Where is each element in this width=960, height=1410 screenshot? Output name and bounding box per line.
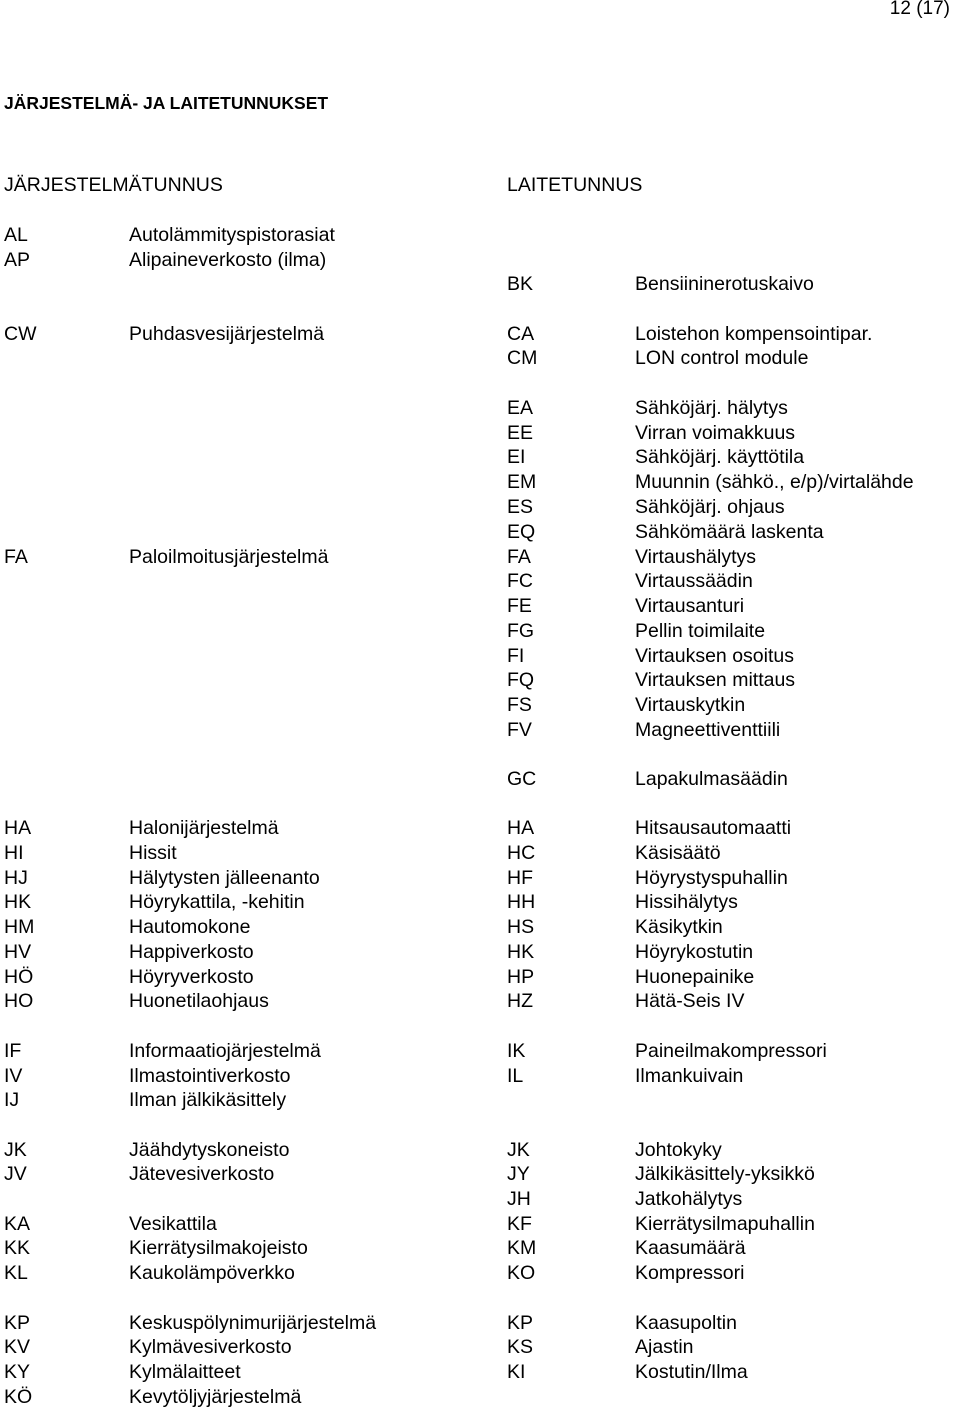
table-row: [0, 668, 960, 693]
table-row: [0, 223, 960, 248]
device-code: EQ: [507, 521, 536, 543]
device-name: Virran voimakkuus: [635, 422, 796, 444]
device-name: Kaasumäärä: [635, 1237, 746, 1259]
device-code: JK: [507, 1139, 530, 1161]
device-code: FI: [507, 645, 525, 667]
device-code: EI: [507, 446, 526, 468]
system-name: Vesikattila: [129, 1213, 217, 1235]
device-code: GC: [507, 768, 537, 790]
device-name: Virtauksen osoitus: [635, 645, 794, 667]
system-code: FA: [4, 546, 28, 568]
device-name: Loistehon kompensointipar.: [635, 323, 873, 345]
system-code: KV: [4, 1336, 31, 1358]
device-name: Jatkohälytys: [635, 1188, 743, 1210]
system-name: Autolämmityspistorasiat: [129, 224, 335, 246]
device-name: Hätä-Seis IV: [635, 990, 745, 1012]
device-name: Jälkikäsittely-yksikkö: [635, 1163, 815, 1185]
system-name: Informaatiojärjestelmä: [129, 1040, 321, 1062]
system-code: KY: [4, 1361, 31, 1383]
system-code: JV: [4, 1163, 27, 1185]
system-name: Jäähdytyskoneisto: [129, 1139, 290, 1161]
device-name: Höyrystyspuhallin: [635, 867, 788, 889]
device-name: Kaasupoltin: [635, 1312, 737, 1334]
table-row: [0, 866, 960, 891]
table-row: [0, 248, 960, 273]
device-name: Kompressori: [635, 1262, 745, 1284]
device-name: Virtauskytkin: [635, 694, 746, 716]
system-name: Puhdasvesijärjestelmä: [129, 323, 325, 345]
device-code: ES: [507, 496, 534, 518]
system-code: HV: [4, 941, 32, 963]
device-code: FQ: [507, 669, 535, 691]
device-code: HS: [507, 916, 535, 938]
system-name: Happiverkosto: [129, 941, 254, 963]
table-row: [0, 1311, 960, 1336]
table-row: [0, 1088, 960, 1113]
table-row: [0, 322, 960, 347]
system-code: HK: [4, 891, 32, 913]
system-name: Halonijärjestelmä: [129, 817, 279, 839]
device-code: KI: [507, 1361, 526, 1383]
table-row: [0, 1138, 960, 1163]
system-code: KL: [4, 1262, 28, 1284]
system-name: Hautomokone: [129, 916, 251, 938]
system-name: Kaukolämpöverkko: [129, 1262, 295, 1284]
system-code: HI: [4, 842, 24, 864]
table-row: [0, 470, 960, 495]
device-name: Muunnin (sähkö., e/p)/virtalähde: [635, 471, 914, 493]
device-name: Sähkömäärä laskenta: [635, 521, 824, 543]
device-code: IL: [507, 1065, 524, 1087]
table-row: [0, 1236, 960, 1261]
system-name: Kylmälaitteet: [129, 1361, 241, 1383]
device-code: FS: [507, 694, 532, 716]
system-name: Huonetilaohjaus: [129, 990, 269, 1012]
device-name: LON control module: [635, 347, 809, 369]
device-code: HC: [507, 842, 536, 864]
table-row: [0, 1064, 960, 1089]
system-name: Kevytöljyjärjestelmä: [129, 1386, 302, 1408]
device-code: CM: [507, 347, 538, 369]
system-name: Keskuspölynimurijärjestelmä: [129, 1312, 377, 1334]
device-code: HP: [507, 966, 535, 988]
device-code: EE: [507, 422, 534, 444]
device-name: Paineilmakompressori: [635, 1040, 827, 1062]
table-row: [0, 594, 960, 619]
device-code: KF: [507, 1213, 532, 1235]
table-row: [0, 1385, 960, 1410]
device-name: Lapakulmasäädin: [635, 768, 788, 790]
table-row: [0, 421, 960, 446]
table-row: [0, 940, 960, 965]
device-code: JH: [507, 1188, 531, 1210]
device-code: EA: [507, 397, 534, 419]
system-name: Ilmastointiverkosto: [129, 1065, 291, 1087]
device-code: HF: [507, 867, 533, 889]
system-name: Ilman jälkikäsittely: [129, 1089, 287, 1111]
device-name: Hissihälytys: [635, 891, 738, 913]
device-code: FE: [507, 595, 532, 617]
table-row: [0, 545, 960, 570]
device-name: Höyrykostutin: [635, 941, 754, 963]
table-row: [0, 445, 960, 470]
system-code: JK: [4, 1139, 27, 1161]
system-code: AL: [4, 224, 28, 246]
device-name: Käsikytkin: [635, 916, 723, 938]
device-code: HK: [507, 941, 535, 963]
page-number: 12 (17): [889, 0, 950, 19]
system-code: IV: [4, 1065, 23, 1087]
device-name: Sähköjärj. ohjaus: [635, 496, 785, 518]
device-code: KM: [507, 1237, 537, 1259]
device-name: Ilmankuivain: [635, 1065, 744, 1087]
system-name: Höyrykattila, -kehitin: [129, 891, 305, 913]
system-name: Höyryverkosto: [129, 966, 254, 988]
device-code: KO: [507, 1262, 536, 1284]
table-row: [0, 495, 960, 520]
page-title: JÄRJESTELMÄ- JA LAITETUNNUKSET: [4, 93, 329, 113]
device-code: EM: [507, 471, 537, 493]
table-row: [0, 693, 960, 718]
system-code: AP: [4, 249, 31, 271]
table-row: [0, 569, 960, 594]
table-row: [0, 915, 960, 940]
table-row: [0, 718, 960, 743]
device-code: IK: [507, 1040, 526, 1062]
device-code: BK: [507, 273, 534, 295]
device-code: KP: [507, 1312, 534, 1334]
device-column-header: LAITETUNNUS: [507, 174, 643, 196]
table-row: [0, 841, 960, 866]
table-row: [0, 1039, 960, 1064]
system-name: Hissit: [129, 842, 177, 864]
device-name: Bensiininerotuskaivo: [635, 273, 814, 295]
table-row: [0, 520, 960, 545]
table-row: [0, 396, 960, 421]
system-code: KÖ: [4, 1386, 33, 1408]
device-code: HZ: [507, 990, 533, 1012]
system-code: HO: [4, 990, 34, 1012]
table-row: [0, 767, 960, 792]
system-code: IJ: [4, 1089, 20, 1111]
device-code: HA: [507, 817, 535, 839]
system-code: KK: [4, 1237, 31, 1259]
device-name: Pellin toimilaite: [635, 620, 766, 642]
table-row: [0, 346, 960, 371]
device-code: FC: [507, 570, 533, 592]
table-row: [0, 1360, 960, 1385]
device-code: JY: [507, 1163, 530, 1185]
device-name: Käsisäätö: [635, 842, 721, 864]
system-code: HM: [4, 916, 35, 938]
device-name: Kostutin/Ilma: [635, 1361, 748, 1383]
device-name: Virtauksen mittaus: [635, 669, 796, 691]
table-row: [0, 644, 960, 669]
table-row: [0, 272, 960, 297]
system-name: Kierrätysilmakojeisto: [129, 1237, 308, 1259]
device-code: KS: [507, 1336, 534, 1358]
table-row: [0, 1261, 960, 1286]
device-name: Virtaussäädin: [635, 570, 753, 592]
system-name: Jätevesiverkosto: [129, 1163, 275, 1185]
system-code: HÖ: [4, 966, 34, 988]
system-code: IF: [4, 1040, 22, 1062]
device-name: Magneettiventtiili: [635, 719, 781, 741]
table-row: [0, 619, 960, 644]
system-code: CW: [4, 323, 37, 345]
device-name: Kierrätysilmapuhallin: [635, 1213, 815, 1235]
device-code: HH: [507, 891, 536, 913]
table-row: [0, 1162, 960, 1187]
device-name: Virtaushälytys: [635, 546, 757, 568]
system-code: KA: [4, 1213, 31, 1235]
table-row: [0, 989, 960, 1014]
device-name: Sähköjärj. hälytys: [635, 397, 788, 419]
device-code: FA: [507, 546, 531, 568]
device-name: Virtausanturi: [635, 595, 745, 617]
system-code: KP: [4, 1312, 31, 1334]
table-row: [0, 890, 960, 915]
table-row: [0, 1187, 960, 1212]
device-code: FV: [507, 719, 532, 741]
system-column-header: JÄRJESTELMÄTUNNUS: [4, 174, 223, 196]
table-row: [0, 1335, 960, 1360]
device-name: Sähköjärj. käyttötila: [635, 446, 805, 468]
device-code: FG: [507, 620, 535, 642]
system-name: Kylmävesiverkosto: [129, 1336, 292, 1358]
system-name: Alipaineverkosto (ilma): [129, 249, 327, 271]
device-code: CA: [507, 323, 535, 345]
device-name: Hitsausautomaatti: [635, 817, 792, 839]
table-row: [0, 816, 960, 841]
device-name: Huonepainike: [635, 966, 755, 988]
system-name: Hälytysten jälleenanto: [129, 867, 320, 889]
device-name: Ajastin: [635, 1336, 694, 1358]
device-name: Johtokyky: [635, 1139, 722, 1161]
system-code: HJ: [4, 867, 28, 889]
system-code: HA: [4, 817, 32, 839]
system-name: Paloilmoitusjärjestelmä: [129, 546, 329, 568]
table-row: [0, 1212, 960, 1237]
table-row: [0, 965, 960, 990]
